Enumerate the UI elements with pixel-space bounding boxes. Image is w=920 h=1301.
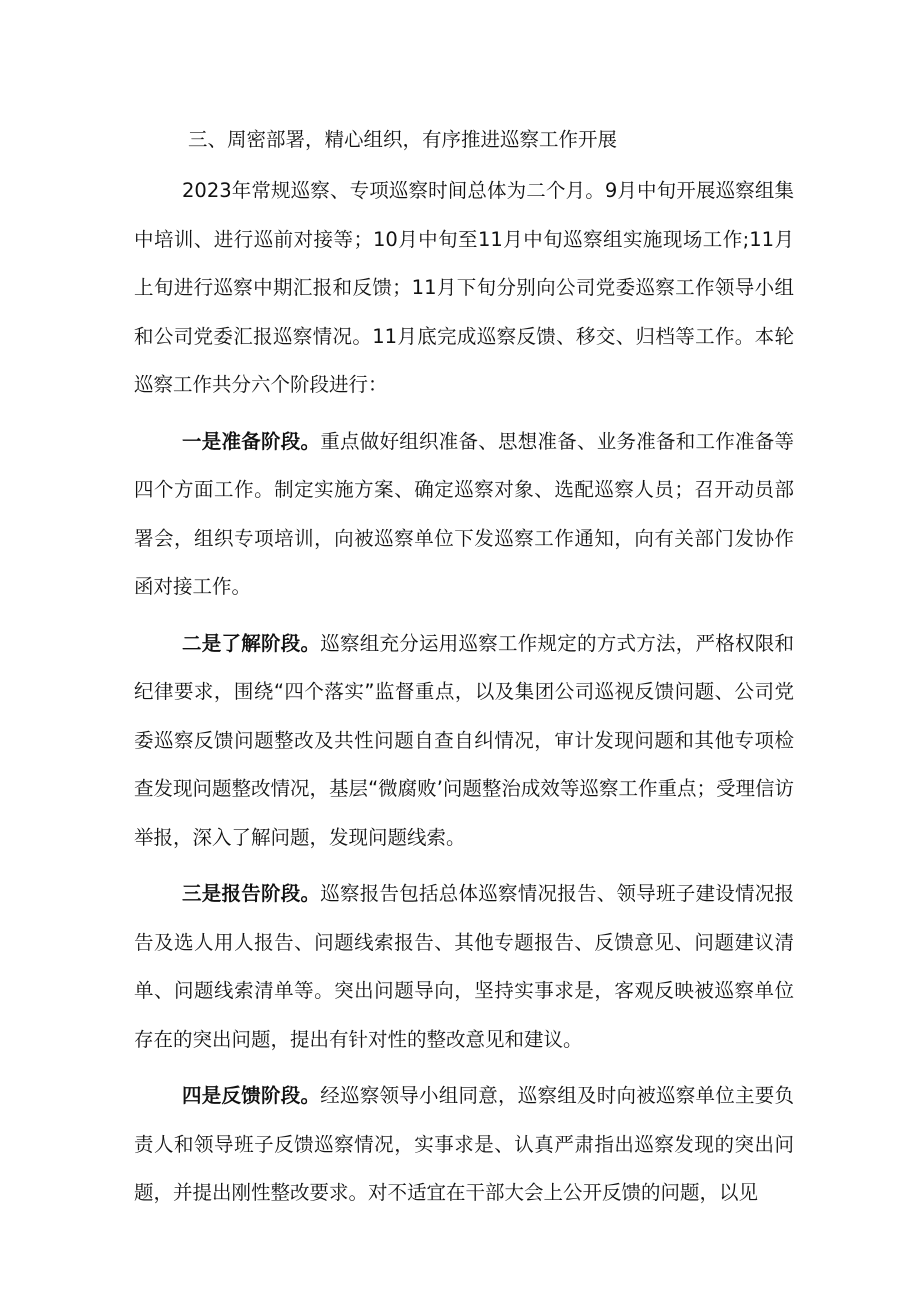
paragraph-text: 经巡察领导小组同意，巡察组及时向被巡察单位主要负责人和领导班子反馈巡察情况，实事求是、认真严肃指出巡察发现的突出问题，并提出刚性整改要求。对不适宜在干部大会上公开反馈的问题，以见 — [134, 1084, 794, 1204]
paragraph-stage-feedback — [134, 1072, 794, 1218]
paragraph-text: 2023年常规巡察、专项巡察时间总体为二个月。9月中旬开展巡察组集中培训、进行巡前对接等；10月中旬至11月中旬巡察组实施现场工作;11月上旬进行巡察中期汇报和反馈；11月下旬分别向公司党委巡察工作领导小组和公司党委汇报巡察情况。11月底完成巡察反馈、移交、归档等工作。本轮巡察工作共分六个阶段进行： — [134, 179, 794, 396]
paragraph-lead: 三是报告阶段。 — [182, 882, 321, 905]
paragraph-text: 巡察报告包括总体巡察情况报告、领导班子建设情况报告及选人用人报告、问题线索报告、其他专题报告、反馈意见、问题建议清单、问题线索清单等。突出问题导向，坚持实事求是，客观反映被巡察单位存在的突出问题，提出有针对性的整改意见和建议。 — [134, 882, 794, 1051]
paragraph-lead: 一是准备阶段。 — [182, 429, 321, 453]
paragraph-stage-report — [134, 870, 794, 1064]
document-body — [134, 113, 794, 1218]
paragraph-lead: 四是反馈阶段。 — [182, 1084, 321, 1107]
paragraph-schedule — [134, 167, 794, 410]
paragraph-text: 巡察组充分运用巡察工作规定的方式方法，严格权限和纪律要求，围绕“四个落实”监督重点，以及集团公司巡视反馈问题、公司党委巡察反馈问题整改及共性问题自查自纠情况，审计发现问题和其他专项检查发现问题整改情况，基层“微腐败’问题整治成效等巡察工作重点；受理信访举报，深入了解问题，发现问题线索。 — [134, 631, 794, 849]
section-heading: 三、周密部署，精心组织，有序推进巡察工作开展 — [188, 128, 618, 151]
paragraph-stage-preparation — [134, 418, 794, 612]
paragraph-lead: 二是了解阶段。 — [182, 631, 321, 655]
paragraph-text: 重点做好组织准备、思想准备、业务准备和工作准备等四个方面工作。制定实施方案、确定巡察对象、选配巡察人员；召开动员部署会，组织专项培训，向被巡察单位下发巡察工作通知，向有关部门发协作函对接工作。 — [134, 429, 794, 598]
paragraph-stage-investigation — [134, 620, 794, 863]
